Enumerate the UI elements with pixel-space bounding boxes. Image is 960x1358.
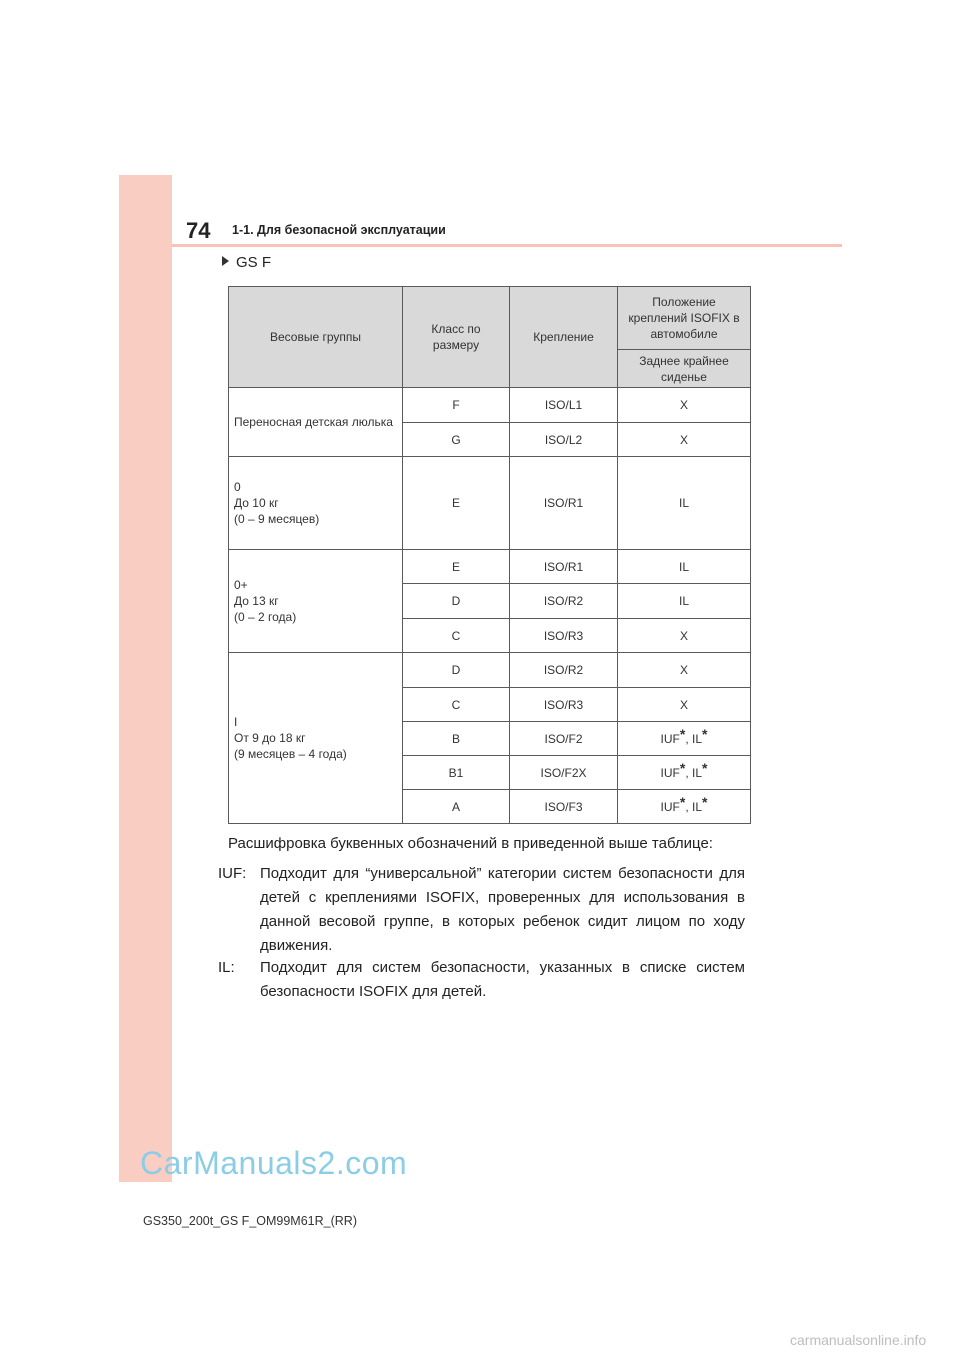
rear-outboard-cell xyxy=(618,584,751,619)
fixture-cell: ISO/F2 xyxy=(510,722,618,756)
fixture-cell: ISO/L1 xyxy=(510,388,618,423)
legend-intro: Расшифровка буквенных обозначений в приведенной выше таблице: xyxy=(228,835,713,852)
suitability-code-secondary: IL xyxy=(692,799,703,814)
rear-outboard-cell: IUF*, IL* xyxy=(618,790,751,824)
size-class-cell: G xyxy=(403,423,510,457)
page-number: 74 xyxy=(186,218,211,243)
fixture-cell: ISO/F3 xyxy=(510,790,618,824)
header-weight-group: Весовые группы xyxy=(229,287,403,388)
rear-outboard-cell xyxy=(618,688,751,722)
footnote-star: * xyxy=(702,725,708,742)
table-row xyxy=(229,388,751,423)
footnote-star: * xyxy=(679,793,686,810)
fixture-cell: ISO/R2 xyxy=(510,584,618,619)
suitability-code-secondary: IL xyxy=(692,765,703,780)
suitability-code: IL xyxy=(678,496,689,510)
suitability-code: X xyxy=(679,697,688,712)
size-class-cell: F xyxy=(403,388,510,423)
triangle-bullet-icon xyxy=(222,256,229,266)
header-positions: Положение креплений ISOFIX в автомобиле xyxy=(618,287,751,350)
rear-outboard-cell xyxy=(618,388,751,423)
footnote-star: * xyxy=(679,759,686,776)
isofix-table xyxy=(228,286,751,824)
legend-description: Подходит для систем безопасности, указанных в списке систем безопасности ISOFIX для детей. xyxy=(260,959,745,1000)
variant-label: GS F xyxy=(236,254,272,271)
legend-item-il xyxy=(218,956,745,1004)
size-class-cell: A xyxy=(403,790,510,824)
rear-outboard-cell xyxy=(618,653,751,688)
header-fixture: Крепление xyxy=(510,287,618,388)
rear-outboard-cell xyxy=(618,457,751,550)
suitability-code: IL xyxy=(678,594,689,608)
weight-group-cell: Переносная детская люлька xyxy=(229,388,403,457)
suitability-code: IUF xyxy=(660,799,680,814)
suitability-code: IUF xyxy=(660,731,680,746)
suitability-code: IL xyxy=(678,559,689,574)
legend-description: Подходит для “универсальной” категории систем безопасности для детей с креплениями ISOFIX, проверенных для использования в данной весовой группе, в которых ребенок сидит лицом по ходу движения. xyxy=(260,865,745,954)
watermark: CarManuals2.com xyxy=(140,1145,408,1181)
suitability-code: X xyxy=(679,398,688,412)
rear-outboard-cell xyxy=(618,550,751,584)
legend-item-iuf xyxy=(218,862,745,958)
size-class-cell: E xyxy=(403,550,510,584)
size-class-cell: D xyxy=(403,653,510,688)
site-mark: carmanualsonline.info xyxy=(790,1332,927,1348)
legend-term: IL: xyxy=(218,959,235,976)
fixture-cell: ISO/R3 xyxy=(510,688,618,722)
header-rear-outboard: Заднее крайнее сиденье xyxy=(618,350,751,388)
rear-outboard-cell: IUF*, IL* xyxy=(618,756,751,790)
footnote-star: * xyxy=(702,793,708,810)
fixture-cell: ISO/R1 xyxy=(510,457,618,550)
rear-outboard-cell xyxy=(618,619,751,653)
header-rule xyxy=(172,244,842,247)
table-row xyxy=(229,550,751,584)
table-row xyxy=(229,457,751,550)
variant-heading xyxy=(222,254,271,271)
size-class-cell: C xyxy=(403,688,510,722)
footnote-star: * xyxy=(679,725,686,742)
rear-outboard-cell: IUF*, IL* xyxy=(618,722,751,756)
size-class-cell: D xyxy=(403,584,510,619)
suitability-code-secondary: IL xyxy=(692,731,703,746)
fixture-cell: ISO/R2 xyxy=(510,653,618,688)
fixture-cell: ISO/L2 xyxy=(510,423,618,457)
suitability-code: X xyxy=(679,628,688,643)
side-tab-bar xyxy=(119,175,172,1182)
weight-group-cell: I От 9 до 18 кг (9 месяцев – 4 года) xyxy=(229,653,403,824)
suitability-code: X xyxy=(679,432,688,447)
document-code: GS350_200t_GS F_OM99M61R_(RR) xyxy=(143,1214,357,1228)
weight-group-cell: 0 До 10 кг (0 – 9 месяцев) xyxy=(229,457,403,550)
rear-outboard-cell xyxy=(618,423,751,457)
size-class-cell: C xyxy=(403,619,510,653)
footnote-star: * xyxy=(702,759,708,776)
fixture-cell: ISO/R3 xyxy=(510,619,618,653)
suitability-code: X xyxy=(679,663,688,677)
header-size-class: Класс по размеру xyxy=(403,287,510,388)
size-class-cell: E xyxy=(403,457,510,550)
size-class-cell: B1 xyxy=(403,756,510,790)
table-row xyxy=(229,653,751,688)
weight-group-cell: 0+ До 13 кг (0 – 2 года) xyxy=(229,550,403,653)
fixture-cell: ISO/F2X xyxy=(510,756,618,790)
legend-term: IUF: xyxy=(218,865,247,882)
section-title: 1-1. Для безопасной эксплуатации xyxy=(232,223,446,237)
size-class-cell: B xyxy=(403,722,510,756)
fixture-cell: ISO/R1 xyxy=(510,550,618,584)
suitability-code: IUF xyxy=(660,765,680,780)
